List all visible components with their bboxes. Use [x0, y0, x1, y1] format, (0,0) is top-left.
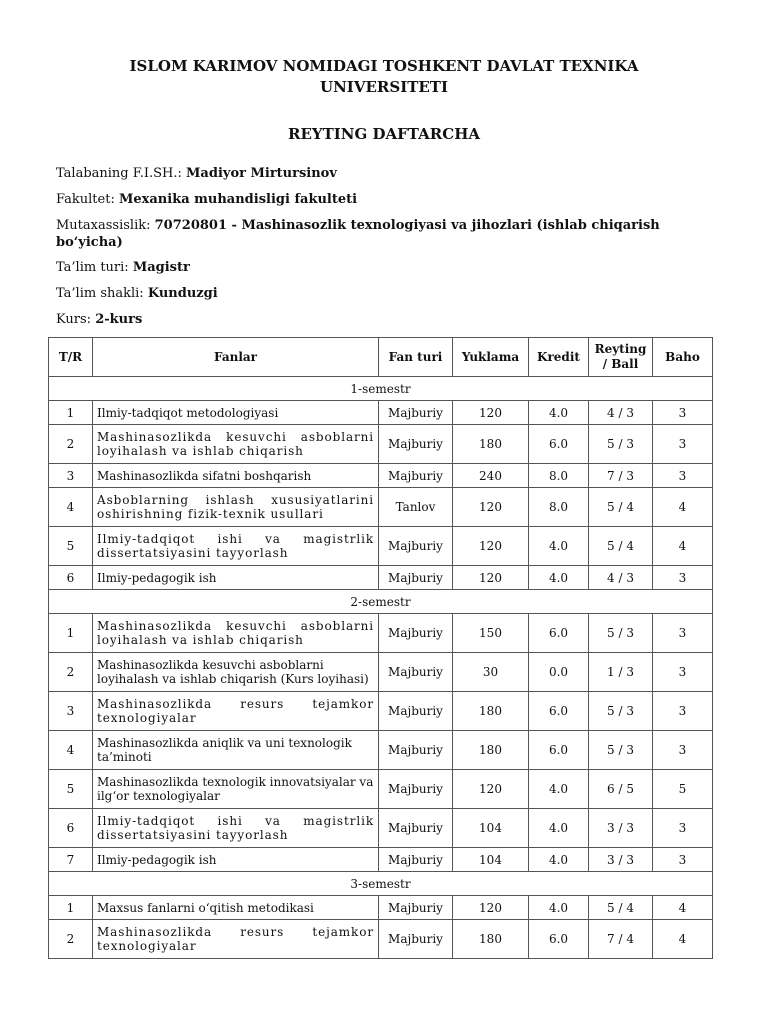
cell-rating: 5 / 4 [589, 896, 653, 920]
cell-credit: 4.0 [529, 809, 589, 848]
cell-subject: Ilmiy-pedagogik ish [93, 566, 379, 590]
cell-rating: 3 / 3 [589, 848, 653, 872]
cell-grade: 3 [653, 464, 713, 488]
cell-load: 120 [453, 401, 529, 425]
cell-number: 2 [49, 653, 93, 692]
cell-number: 1 [49, 896, 93, 920]
cell-load: 120 [453, 896, 529, 920]
cell-number: 6 [49, 809, 93, 848]
cell-load: 120 [453, 566, 529, 590]
cell-subject: Mashinasozlikda resurs tejamkor texnologiyalar [93, 692, 379, 731]
cell-grade: 3 [653, 653, 713, 692]
grades-table [48, 337, 713, 959]
university-name-line2: UNIVERSITETI [320, 78, 448, 96]
cell-grade: 3 [653, 692, 713, 731]
cell-load: 120 [453, 527, 529, 566]
course-label: Kurs: [56, 312, 92, 327]
cell-type: Majburiy [379, 896, 453, 920]
cell-load: 180 [453, 731, 529, 770]
student-name: Madiyor Mirtursinov [186, 166, 337, 181]
cell-credit: 6.0 [529, 692, 589, 731]
cell-rating: 5 / 3 [589, 692, 653, 731]
cell-grade: 4 [653, 488, 713, 527]
table-row [49, 848, 713, 872]
col-header-number: T/R [49, 338, 93, 377]
cell-load: 180 [453, 920, 529, 959]
table-row [49, 653, 713, 692]
cell-credit: 4.0 [529, 566, 589, 590]
cell-subject: Maxsus fanlarni o‘qitish metodikasi [93, 896, 379, 920]
table-row [49, 731, 713, 770]
cell-subject: Ilmiy-tadqiqot metodologiyasi [93, 401, 379, 425]
cell-grade: 3 [653, 566, 713, 590]
student-name-label: Talabaning F.I.SH.: [56, 166, 182, 181]
cell-subject: Mashinasozlikda texnologik innovatsiyalar va ilg‘or texnologiyalar [93, 770, 379, 809]
cell-grade: 3 [653, 848, 713, 872]
edu-type-line [56, 259, 666, 276]
col-header-rating-line2: / Ball [602, 357, 639, 371]
cell-number: 7 [49, 848, 93, 872]
student-name-line [56, 165, 666, 182]
cell-grade: 3 [653, 614, 713, 653]
semester-label: 1-semestr [49, 377, 713, 401]
cell-credit: 8.0 [529, 464, 589, 488]
edu-form-value: Kunduzgi [147, 286, 218, 301]
cell-rating: 5 / 3 [589, 614, 653, 653]
cell-subject: Mashinasozlikda kesuvchi asboblarni loyihalash va ishlab chiqarish (Kurs loyihasi) [93, 653, 379, 692]
cell-subject: Mashinasozlikda sifatni boshqarish [93, 464, 379, 488]
table-row [49, 920, 713, 959]
grades-table-body [49, 377, 713, 959]
cell-rating: 1 / 3 [589, 653, 653, 692]
cell-rating: 5 / 4 [589, 488, 653, 527]
table-row [49, 425, 713, 464]
semester-label: 3-semestr [49, 872, 713, 896]
cell-grade: 3 [653, 425, 713, 464]
cell-rating: 6 / 5 [589, 770, 653, 809]
edu-type-label: Ta’lim turi: [56, 260, 129, 275]
cell-grade: 4 [653, 527, 713, 566]
cell-grade: 4 [653, 920, 713, 959]
cell-type: Majburiy [379, 527, 453, 566]
col-header-subject: Fanlar [93, 338, 379, 377]
col-header-rating-line1: Reyting [594, 342, 647, 356]
cell-load: 30 [453, 653, 529, 692]
cell-type: Majburiy [379, 809, 453, 848]
cell-credit: 4.0 [529, 848, 589, 872]
faculty-line [56, 191, 666, 208]
cell-type: Majburiy [379, 614, 453, 653]
cell-number: 3 [49, 692, 93, 731]
university-name [60, 56, 708, 98]
cell-subject: Mashinasozlikda kesuvchi asboblarni loyihalash va ishlab chiqarish [93, 425, 379, 464]
semester-row [49, 590, 713, 614]
cell-type: Tanlov [379, 488, 453, 527]
cell-subject: Mashinasozlikda resurs tejamkor texnologiyalar [93, 920, 379, 959]
cell-credit: 4.0 [529, 527, 589, 566]
specialty-value: 70720801 - Mashinasozlik texnologiyasi va jihozlari (ishlab chiqarish bo‘yicha) [56, 218, 660, 250]
table-row [49, 896, 713, 920]
table-row [49, 464, 713, 488]
specialty-label: Mutaxassislik: [56, 218, 151, 233]
cell-load: 104 [453, 848, 529, 872]
table-row [49, 527, 713, 566]
cell-rating: 7 / 3 [589, 464, 653, 488]
cell-subject: Ilmiy-pedagogik ish [93, 848, 379, 872]
cell-number: 2 [49, 425, 93, 464]
cell-number: 5 [49, 770, 93, 809]
table-row [49, 809, 713, 848]
cell-rating: 4 / 3 [589, 566, 653, 590]
cell-credit: 4.0 [529, 401, 589, 425]
cell-grade: 3 [653, 401, 713, 425]
cell-load: 150 [453, 614, 529, 653]
faculty-label: Fakultet: [56, 192, 115, 207]
cell-type: Majburiy [379, 731, 453, 770]
cell-type: Majburiy [379, 464, 453, 488]
cell-credit: 0.0 [529, 653, 589, 692]
cell-rating: 5 / 3 [589, 731, 653, 770]
table-row [49, 692, 713, 731]
cell-subject: Mashinasozlikda kesuvchi asboblarni loyihalash va ishlab chiqarish [93, 614, 379, 653]
col-header-load: Yuklama [453, 338, 529, 377]
cell-number: 4 [49, 488, 93, 527]
cell-grade: 5 [653, 770, 713, 809]
table-row [49, 770, 713, 809]
cell-subject: Mashinasozlikda aniqlik va uni texnologik ta’minoti [93, 731, 379, 770]
table-row [49, 614, 713, 653]
cell-credit: 4.0 [529, 896, 589, 920]
cell-subject: Asboblarning ishlash xususiyatlarini oshirishning fizik-texnik usullari [93, 488, 379, 527]
cell-grade: 3 [653, 809, 713, 848]
cell-credit: 4.0 [529, 770, 589, 809]
cell-type: Majburiy [379, 920, 453, 959]
cell-type: Majburiy [379, 425, 453, 464]
cell-subject: Ilmiy-tadqiqot ishi va magistrlik dissertatsiyasini tayyorlash [93, 809, 379, 848]
cell-number: 3 [49, 464, 93, 488]
table-header-row [49, 338, 713, 377]
specialty-line [56, 217, 666, 251]
semester-row [49, 872, 713, 896]
cell-load: 180 [453, 692, 529, 731]
cell-type: Majburiy [379, 770, 453, 809]
cell-credit: 6.0 [529, 920, 589, 959]
cell-rating: 7 / 4 [589, 920, 653, 959]
table-row [49, 488, 713, 527]
col-header-rating [589, 338, 653, 377]
cell-rating: 3 / 3 [589, 809, 653, 848]
cell-load: 120 [453, 488, 529, 527]
table-row [49, 401, 713, 425]
course-line [56, 311, 666, 328]
cell-load: 180 [453, 425, 529, 464]
edu-form-line [56, 285, 666, 302]
cell-load: 120 [453, 770, 529, 809]
cell-number: 4 [49, 731, 93, 770]
course-value: 2-kurs [95, 312, 143, 327]
cell-rating: 4 / 3 [589, 401, 653, 425]
cell-number: 6 [49, 566, 93, 590]
document-title: REYTING DAFTARCHA [287, 125, 481, 143]
edu-type-value: Magistr [132, 260, 190, 275]
cell-subject: Ilmiy-tadqiqot ishi va magistrlik dissertatsiyasini tayyorlash [93, 527, 379, 566]
cell-load: 240 [453, 464, 529, 488]
col-header-credit: Kredit [529, 338, 589, 377]
cell-number: 5 [49, 527, 93, 566]
cell-rating: 5 / 3 [589, 425, 653, 464]
semester-row [49, 377, 713, 401]
cell-credit: 6.0 [529, 614, 589, 653]
cell-grade: 3 [653, 731, 713, 770]
cell-credit: 6.0 [529, 425, 589, 464]
university-name-line1: ISLOM KARIMOV NOMIDAGI TOSHKENT DAVLAT TEXNIKA [129, 57, 639, 75]
cell-type: Majburiy [379, 401, 453, 425]
cell-load: 104 [453, 809, 529, 848]
table-row [49, 566, 713, 590]
cell-credit: 6.0 [529, 731, 589, 770]
cell-type: Majburiy [379, 653, 453, 692]
cell-type: Majburiy [379, 566, 453, 590]
cell-number: 2 [49, 920, 93, 959]
cell-number: 1 [49, 614, 93, 653]
edu-form-label: Ta’lim shakli: [56, 286, 144, 301]
cell-type: Majburiy [379, 692, 453, 731]
cell-credit: 8.0 [529, 488, 589, 527]
cell-grade: 4 [653, 896, 713, 920]
col-header-type: Fan turi [379, 338, 453, 377]
cell-number: 1 [49, 401, 93, 425]
cell-type: Majburiy [379, 848, 453, 872]
faculty-value: Mexanika muhandisligi fakulteti [118, 192, 358, 207]
col-header-grade: Baho [653, 338, 713, 377]
cell-rating: 5 / 4 [589, 527, 653, 566]
semester-label: 2-semestr [49, 590, 713, 614]
